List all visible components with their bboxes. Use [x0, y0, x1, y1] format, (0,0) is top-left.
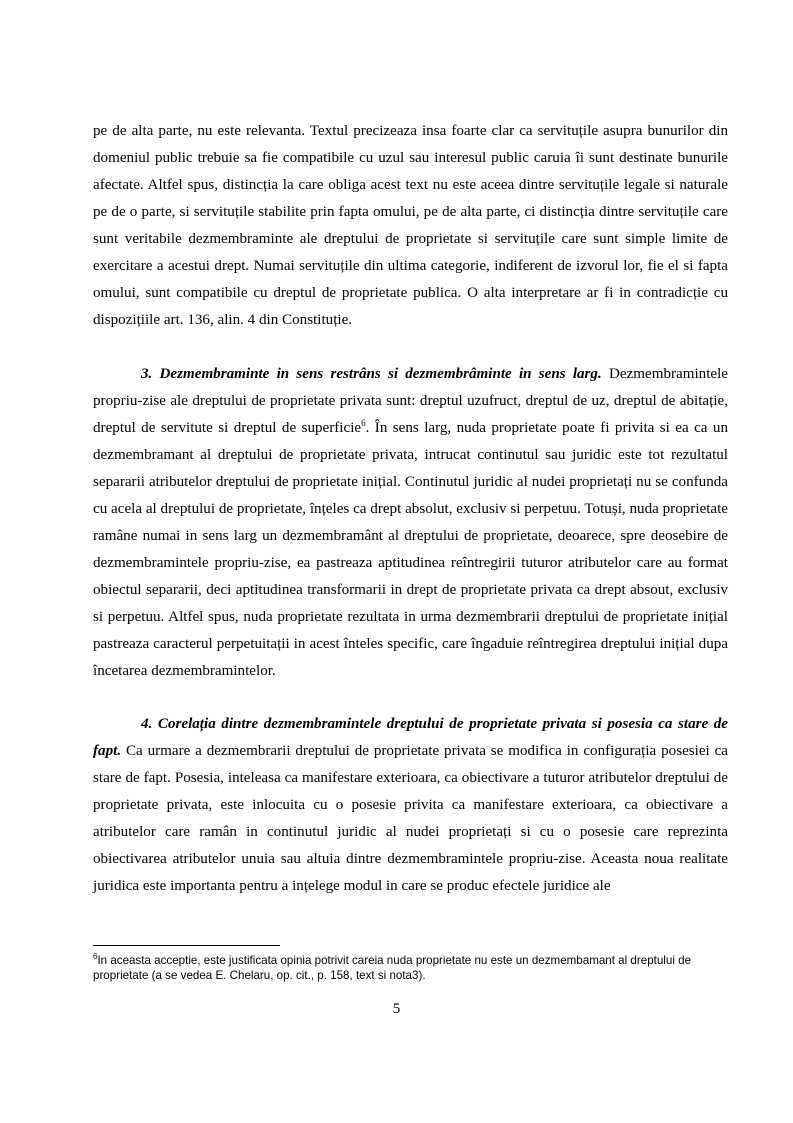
footnote-reference[interactable]: 6 — [361, 417, 366, 428]
section-4-text: Ca urmare a dezmembrarii dreptului de proprietate privata se modifica in configurația posesiei ca stare de fapt. Posesia, inteleasa ca manifestare exterioara, ca obiectivare a tuturor atributelor dreptului de proprietate privata, este inlocuita cu o posesie privita ca manifestare exterioara, ca obiectivare a atributelor care ramân in continutul juridic al nudei proprietați si cu o posesie care reprezinta obiectivarea atributelor unuia sau altuia dintre dezmembramintele propriu-zise. Aceasta noua realitate juridica este importanta pentru a ințelege modul in care se produc efectele juridice ale — [93, 743, 728, 894]
footnote — [93, 953, 713, 983]
paragraph-section-4 — [93, 711, 728, 900]
section-3-text-part2: . În sens larg, nuda proprietate poate fi privita si ea ca un dezmembramant al dreptului de proprietate privata, intrucat continutul sau juridic este tot rezultatul separarii atributelor dreptului de proprietate inițial. Continutul juridic al nudei proprietați nu se confunda cu acela al dreptului de proprietate, înțeles ca drept absolut, exclusiv si perpetuu. Totuși, nuda proprietate ramâne numai in sens larg un dezmembramânt al dreptului de proprietate, deoarece, spre deosebire de dezmembramintele propriu-zise, ea pastreaza aptitudinea reîntregirii tuturor atributelor care au format obiectul separarii, deci aptitudinea transformarii in drept de proprietate privata ca drept absout, exclusiv si perpetuu. Altfel spus, nuda proprietate rezultata in urma dezmembrarii dreptului de proprietate inițial pastreaza caracterul perpetuitații in acest înteles specific, care îngaduie reîntregirea dreptului inițial dupa încetarea dezmembramintelor. — [93, 420, 728, 679]
footnote-text: In aceasta acceptie, este justificata opinia potrivit careia nuda proprietate nu este un dezmembamant al dreptului de proprietate (a se vedea E. Chelaru, op. cit., p. 158, text si nota3). — [93, 954, 692, 982]
footnote-number: 6 — [93, 952, 98, 962]
section-3-heading: 3. Dezmembraminte in sens restrâns si dezmembrâminte in sens larg. — [141, 366, 602, 382]
page-number: 5 — [392, 1001, 401, 1017]
section-4-heading: 4. Corelația dintre dezmembramintele dreptului de proprietate privata si posesia ca stare de fapt. — [93, 716, 728, 759]
paragraph-servitudes: pe de alta parte, nu este relevanta. Textul precizeaza insa foarte clar ca servituțile asupra bunurilor din domeniul public trebuie sa fie compatibile cu uzul sau interesul public caruia îi sunt destinate bunurile afectate. Altfel spus, distincția la care obliga acest text nu este aceea dintre servituțile legale si naturale pe de o parte, si servituțile stabilite prin fapta omului, pe de alta parte, ci distincția dintre servituțile care sunt veritabile dezmembraminte ale dreptului de proprietate si servituțile care sunt simple limite de exercitare a acestui drept. Numai servituțile din ultima categorie, indiferent de izvorul lor, fie el si fapta omului, sunt compatibile cu dreptul de proprietate publica. O alta interpretare ar fi in contradicție cu dispozițiile art. 136, alin. 4 din Constituție. — [93, 123, 728, 328]
section-3-text-part1: Dezmembramintele propriu-zise ale dreptului de proprietate privata sunt: dreptul uzufruct, dreptul de uz, dreptul de abitație, dreptul de servitute si dreptul de superficie — [93, 366, 728, 436]
footnote-separator — [93, 945, 280, 946]
paragraph-section-3 — [93, 361, 728, 685]
